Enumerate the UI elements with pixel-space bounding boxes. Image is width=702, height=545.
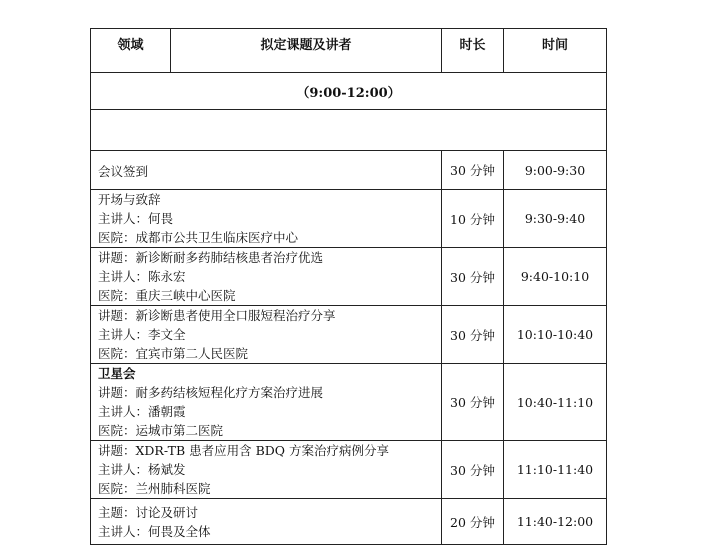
speaker-line: 主讲人：何畏及全体 [98, 523, 211, 539]
topic-cell [91, 306, 442, 364]
topic-cell [91, 151, 442, 190]
spacer-cell [91, 110, 607, 151]
header-topic-speaker: 拟定课题及讲者 [171, 29, 442, 73]
agenda-row [91, 441, 607, 499]
agenda-table [90, 28, 607, 545]
topic-line: 讲题：新诊断耐多药肺结核患者治疗优选 [98, 250, 324, 265]
topic-line: 主题：讨论及研讨 [98, 504, 199, 520]
time-cell: 9:30-9:40 [504, 190, 607, 248]
speaker-line: 主讲人：杨斌发 [98, 462, 186, 477]
time-cell: 11:10-11:40 [504, 441, 607, 499]
header-row [91, 29, 607, 73]
topic-cell [91, 190, 442, 248]
speaker-line: 主讲人：陈永宏 [98, 269, 186, 284]
time-cell: 11:40-12:00 [504, 499, 607, 545]
duration-cell: 30 分钟 [442, 306, 504, 364]
topic-cell [91, 499, 442, 545]
spacer-row [91, 110, 607, 151]
duration-cell: 20 分钟 [442, 499, 504, 545]
topic-line: 讲题：耐多药结核短程化疗方案治疗进展 [98, 385, 324, 400]
topic-line: 讲题：XDR-TB 患者应用含 BDQ 方案治疗病例分享 [98, 443, 390, 458]
header-field: 领域 [91, 29, 171, 73]
header-time: 时间 [504, 29, 607, 73]
session-row [91, 73, 607, 110]
duration-cell: 30 分钟 [442, 248, 504, 306]
time-cell: 10:40-11:10 [504, 364, 607, 441]
topic-line: 讲题：新诊断患者使用全口服短程治疗分享 [98, 308, 336, 323]
time-cell: 10:10-10:40 [504, 306, 607, 364]
topic-line: 会议签到 [98, 163, 149, 179]
duration-cell: 10 分钟 [442, 190, 504, 248]
duration-cell: 30 分钟 [442, 441, 504, 499]
hospital-line: 医院：重庆三峡中心医院 [98, 288, 236, 303]
speaker-line: 主讲人：潘朝霞 [98, 404, 186, 419]
topic-cell [91, 441, 442, 499]
duration-cell: 30 分钟 [442, 151, 504, 190]
hospital-line: 医院：成都市公共卫生临床医疗中心 [98, 230, 299, 245]
header-duration: 时长 [442, 29, 504, 73]
duration-cell: 30 分钟 [442, 364, 504, 441]
agenda-row [91, 306, 607, 364]
time-cell: 9:00-9:30 [504, 151, 607, 190]
hospital-line: 医院：宜宾市第二人民医院 [98, 346, 249, 361]
agenda-row [91, 248, 607, 306]
hospital-line: 医院：兰州肺科医院 [98, 481, 211, 496]
speaker-line: 主讲人：李文全 [98, 327, 186, 342]
agenda-row [91, 364, 607, 441]
session-time-label: （9:00-12:00） [91, 73, 607, 110]
speaker-line: 主讲人：何畏 [98, 211, 174, 226]
topic-cell [91, 248, 442, 306]
topic-cell [91, 364, 442, 441]
agenda-row [91, 190, 607, 248]
satellite-heading: 卫星会 [98, 366, 136, 381]
time-cell: 9:40-10:10 [504, 248, 607, 306]
hospital-line: 医院：运城市第二医院 [98, 423, 224, 438]
agenda-row [91, 151, 607, 190]
topic-line: 开场与致辞 [98, 192, 161, 207]
agenda-row [91, 499, 607, 545]
